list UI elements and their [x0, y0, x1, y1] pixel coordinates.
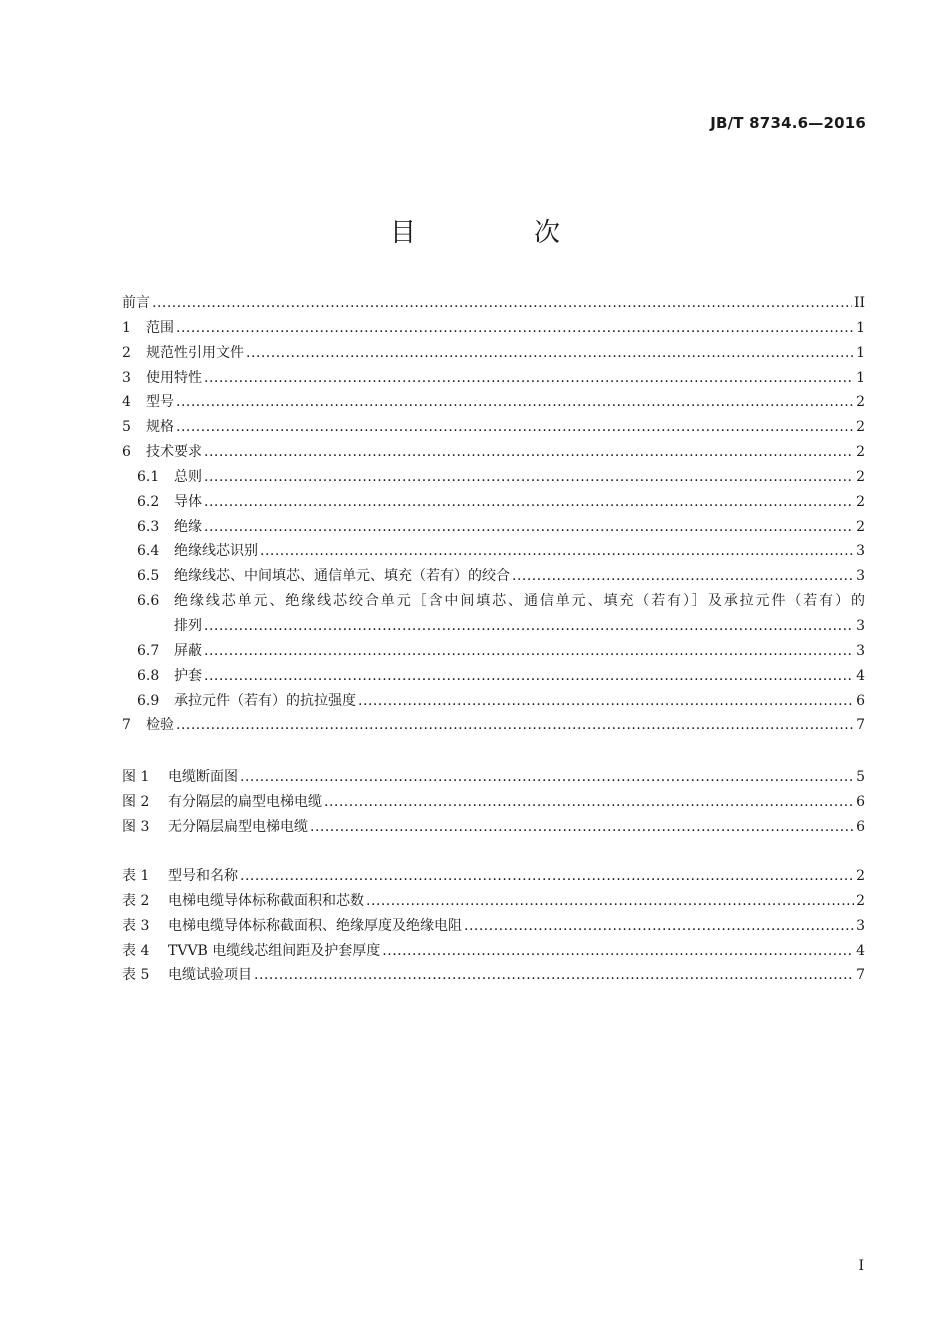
toc-entry-page: 4: [856, 667, 865, 684]
table-entry-page: 4: [856, 942, 865, 959]
toc-entry-page: 2: [856, 444, 865, 461]
toc-entry-number: 6.5: [137, 568, 160, 585]
dot-leader: [204, 515, 854, 540]
toc-entry[interactable]: [122, 390, 865, 415]
dot-leader: [512, 564, 854, 589]
toc-entry[interactable]: [122, 515, 865, 540]
toc-entry-number: 6.2: [137, 493, 160, 510]
toc-entry-title: 屏蔽: [174, 642, 202, 659]
dot-leader: [240, 864, 854, 889]
toc-entry[interactable]: [122, 465, 865, 490]
toc-entry-page: 2: [856, 493, 865, 510]
toc-entry[interactable]: [122, 664, 865, 689]
toc-entry[interactable]: [122, 415, 865, 440]
table-entry[interactable]: [122, 963, 865, 988]
table-entry[interactable]: [122, 914, 865, 939]
toc-entry-page: 2: [856, 518, 865, 535]
toc-entry-title: 总则: [174, 468, 202, 485]
toc-figures: [122, 765, 865, 840]
table-entry-page: 2: [856, 868, 865, 884]
toc-entry-number: 6.3: [137, 518, 160, 535]
page-title: 目 次: [389, 218, 606, 248]
toc-entry-number: 6.6: [137, 593, 160, 610]
toc-entry[interactable]: [122, 341, 865, 366]
toc-entry-page: 3: [856, 543, 865, 560]
toc-entry[interactable]: [122, 713, 865, 738]
dot-leader: [176, 713, 854, 738]
dot-leader: [176, 316, 854, 341]
toc-entry[interactable]: [122, 316, 865, 341]
dot-leader: [464, 914, 854, 939]
toc-entry[interactable]: [122, 639, 865, 664]
toc-entry[interactable]: [122, 564, 865, 589]
toc-entry-number: 7: [122, 717, 131, 734]
dot-leader: [358, 689, 854, 714]
dot-leader: [254, 963, 854, 988]
figure-entry-number: 图 2: [122, 793, 150, 810]
dot-leader: [382, 939, 854, 964]
figure-entry-page: 6: [856, 793, 865, 810]
toc-entry-title: 检验: [146, 717, 174, 734]
toc-entry-title-continued: 排列: [174, 617, 202, 634]
toc-entry-title: 承拉元件（若有）的抗拉强度: [174, 692, 356, 709]
toc-entry-title: 型号: [146, 394, 174, 411]
table-entry-number: 表 4: [122, 942, 150, 959]
toc-entry-title: 绝缘线芯识别: [174, 543, 258, 560]
figure-entry-title: 电缆断面图: [168, 769, 238, 785]
table-entry-number: 表 1: [122, 868, 150, 884]
toc-sections: [122, 291, 865, 738]
toc-entry-title: 规格: [146, 419, 174, 436]
toc-entry-page: 3: [856, 642, 865, 659]
toc-entry-page: 6: [856, 692, 865, 709]
dot-leader: [366, 889, 854, 914]
toc-entry-title: 绝缘: [174, 518, 202, 535]
figure-entry-number: 图 1: [122, 769, 150, 785]
toc-entry-page: II: [853, 295, 865, 311]
toc-entry[interactable]: [122, 291, 865, 316]
dot-leader: [310, 815, 854, 840]
toc-entry-page: 1: [856, 319, 865, 336]
toc-entry-title: 范围: [146, 319, 174, 336]
table-entry-title: 电梯电缆导体标称截面积和芯数: [168, 892, 364, 909]
toc-entry[interactable]: [122, 689, 865, 714]
toc-entry-number: 5: [122, 419, 131, 436]
toc-entry-page: 2: [856, 419, 865, 436]
dot-leader: [260, 539, 854, 564]
toc-entry-number: 3: [122, 369, 131, 386]
table-entry-page: 3: [856, 917, 865, 934]
figure-entry-title: 无分隔层扁型电梯电缆: [168, 818, 308, 835]
toc-tables: [122, 864, 865, 988]
toc-entry-number: 6: [122, 444, 131, 461]
toc-entry[interactable]: [122, 539, 865, 564]
toc-entry-title: 前言: [122, 295, 150, 311]
toc-entry-title: 护套: [174, 667, 202, 684]
table-entry-number: 表 2: [122, 892, 150, 909]
toc-entry[interactable]: [122, 589, 865, 639]
dot-leader: [176, 390, 854, 415]
figure-entry[interactable]: [122, 815, 865, 840]
dot-leader: [324, 790, 854, 815]
toc-entry-number: 1: [122, 319, 131, 336]
table-entry-title: TVVB 电缆线芯组间距及护套厚度: [168, 942, 381, 959]
figure-entry-title: 有分隔层的扁型电梯电缆: [168, 793, 322, 810]
table-entry-page: 7: [856, 967, 865, 984]
toc-entry-number: 6.7: [137, 642, 160, 659]
toc-entry[interactable]: [122, 440, 865, 465]
dot-leader: [204, 664, 854, 689]
toc-entry-page: 2: [856, 394, 865, 411]
dot-leader: [152, 291, 852, 316]
dot-leader: [204, 490, 854, 515]
figure-entry-page: 6: [856, 818, 865, 835]
toc-entry[interactable]: [122, 490, 865, 515]
toc-entry-number: 6.4: [137, 543, 160, 560]
toc-entry-number: 4: [122, 394, 131, 411]
figure-entry[interactable]: [122, 790, 865, 815]
toc-entry-page: 2: [856, 468, 865, 485]
toc-entry-page: 7: [856, 717, 865, 734]
toc-entry-title: 规范性引用文件: [146, 344, 244, 361]
toc-entry-title: 使用特性: [146, 369, 202, 386]
toc-entry[interactable]: [122, 366, 865, 391]
dot-leader: [240, 765, 854, 790]
toc-entry-title: 导体: [174, 493, 202, 510]
dot-leader: [246, 341, 854, 366]
dot-leader: [204, 639, 854, 664]
toc-entry-number: 6.8: [137, 667, 160, 684]
toc-entry-number: 2: [122, 344, 131, 361]
table-entry-number: 表 3: [122, 917, 150, 934]
table-entry[interactable]: [122, 939, 865, 964]
table-entry-number: 表 5: [122, 967, 150, 984]
toc-entry-title: 绝缘线芯单元、绝缘线芯绞合单元［含中间填芯、通信单元、填充（若有）］及承拉元件（若有）的: [174, 593, 865, 610]
dot-leader: [204, 614, 854, 639]
table-entry-page: 2: [856, 892, 865, 909]
dot-leader: [204, 440, 854, 465]
toc-entry-page: 3: [856, 568, 865, 585]
page-number: I: [858, 1258, 864, 1274]
toc-entry-page: 1: [856, 369, 865, 386]
toc-entry-title: 绝缘线芯、中间填芯、通信单元、填充（若有）的绞合: [174, 568, 510, 585]
toc-entry-number: 6.9: [137, 692, 160, 709]
figure-entry-number: 图 3: [122, 818, 150, 835]
dot-leader: [176, 415, 854, 440]
dot-leader: [204, 366, 854, 391]
toc-entry-number: 6.1: [137, 468, 160, 485]
toc-entry-page: 1: [856, 344, 865, 361]
toc-entry-page: 3: [856, 617, 865, 634]
toc-entry-title: 技术要求: [146, 444, 202, 461]
table-entry[interactable]: [122, 864, 865, 889]
figure-entry-page: 5: [856, 769, 865, 785]
dot-leader: [204, 465, 854, 490]
table-entry[interactable]: [122, 889, 865, 914]
table-entry-title: 电梯电缆导体标称截面积、绝缘厚度及绝缘电阻: [168, 917, 462, 934]
standard-number: JB/T 8734.6—2016: [710, 114, 866, 132]
figure-entry[interactable]: [122, 765, 865, 790]
table-entry-title: 电缆试验项目: [168, 967, 252, 984]
table-entry-title: 型号和名称: [168, 868, 238, 884]
